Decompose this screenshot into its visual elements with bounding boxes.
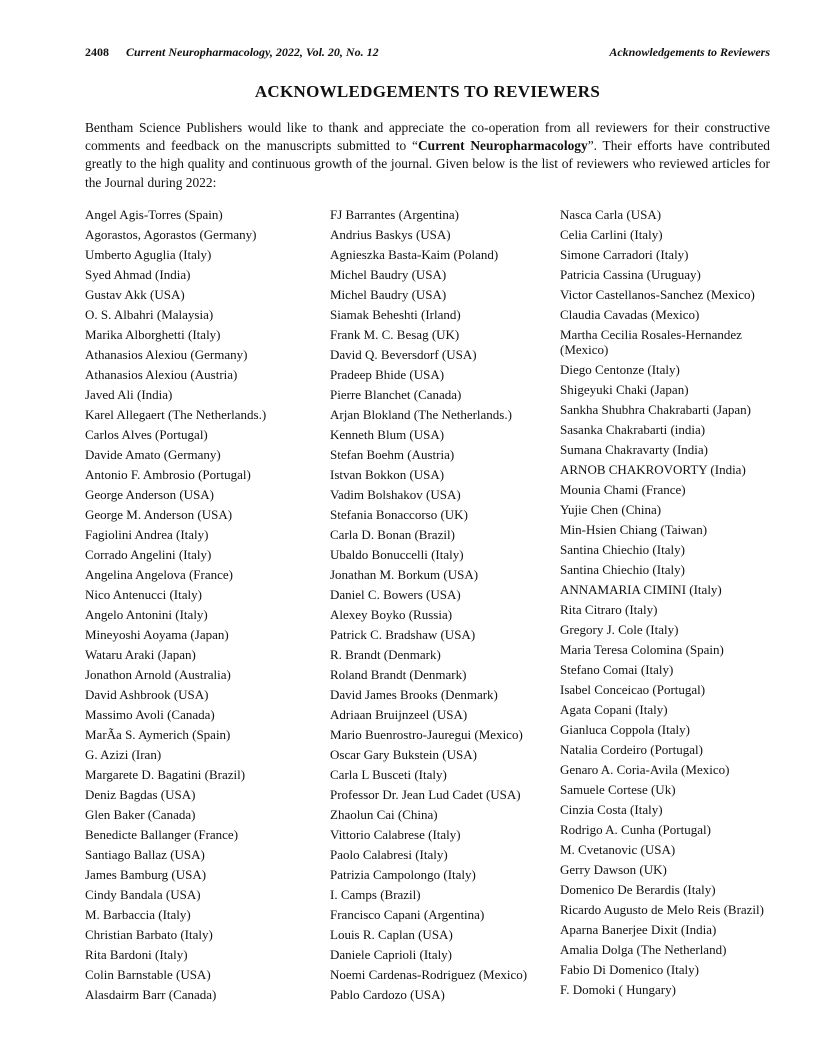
- reviewer-item: Christian Barbato (Italy): [85, 926, 213, 942]
- reviewer-item: Angel Agis-Torres (Spain): [85, 206, 223, 222]
- reviewer-item: Umberto Aguglia (Italy): [85, 246, 212, 262]
- reviewer-columns: [85, 207, 770, 1007]
- reviewer-item: O. S. Albahri (Malaysia): [85, 306, 214, 322]
- reviewer-item: Daniele Caprioli (Italy): [330, 946, 453, 962]
- reviewer-item: Ricardo Augusto de Melo Reis (Brazil): [560, 901, 764, 917]
- reviewer-item: Agata Copani (Italy): [560, 701, 668, 717]
- intro-paragraph: [85, 119, 770, 192]
- running-header: [85, 45, 770, 60]
- reviewer-item: M. Cvetanovic (USA): [560, 841, 676, 857]
- reviewer-item: Rita Citraro (Italy): [560, 601, 658, 617]
- reviewer-item: Fabio Di Domenico (Italy): [560, 961, 699, 977]
- reviewer-item: ANNAMARIA CIMINI (Italy): [560, 581, 722, 597]
- reviewer-item: Agnieszka Basta-Kaim (Poland): [330, 246, 499, 262]
- reviewer-column-3: [560, 207, 768, 1007]
- reviewer-item: Arjan Blokland (The Netherlands.): [330, 406, 512, 422]
- reviewer-item: Agorastos, Agorastos (Germany): [85, 226, 257, 242]
- reviewer-item: David Ashbrook (USA): [85, 686, 209, 702]
- reviewer-item: Corrado Angelini (Italy): [85, 546, 212, 562]
- reviewer-item: Roland Brandt (Denmark): [330, 666, 467, 682]
- reviewer-item: Patrick C. Bradshaw (USA): [330, 626, 476, 642]
- journal-info: Current Neuropharmacology, 2022, Vol. 20, No. 12: [126, 45, 379, 59]
- page-title: ACKNOWLEDGEMENTS TO REVIEWERS: [254, 82, 601, 101]
- reviewer-item: Louis R. Caplan (USA): [330, 926, 453, 942]
- reviewer-item: Santina Chiechio (Italy): [560, 561, 685, 577]
- reviewer-item: Santina Chiechio (Italy): [560, 541, 685, 557]
- reviewer-item: Sumana Chakravarty (India): [560, 441, 709, 457]
- reviewer-item: Kenneth Blum (USA): [330, 426, 445, 442]
- reviewer-item: Gustav Akk (USA): [85, 286, 185, 302]
- reviewer-item: Shigeyuki Chaki (Japan): [560, 381, 689, 397]
- reviewer-item: Colin Barnstable (USA): [85, 966, 211, 982]
- reviewer-item: Daniel C. Bowers (USA): [330, 586, 461, 602]
- reviewer-item: Stefan Boehm (Austria): [330, 446, 455, 462]
- reviewer-item: G. Azizi (Iran): [85, 746, 162, 762]
- reviewer-item: Adriaan Bruijnzeel (USA): [330, 706, 468, 722]
- reviewer-item: Alasdairm Barr (Canada): [85, 986, 217, 1002]
- reviewer-item: Carlos Alves (Portugal): [85, 426, 208, 442]
- reviewer-item: George M. Anderson (USA): [85, 506, 233, 522]
- reviewer-item: Jonathon Arnold (Australia): [85, 666, 231, 682]
- reviewer-item: Noemi Cardenas-Rodriguez (Mexico): [330, 966, 528, 982]
- reviewer-item: Diego Centonze (Italy): [560, 361, 680, 377]
- reviewer-item: Javed Ali (India): [85, 386, 173, 402]
- reviewer-item: Martha Cecilia Rosales-Hernandez (Mexico): [560, 326, 742, 357]
- reviewer-item: Jonathan M. Borkum (USA): [330, 566, 479, 582]
- reviewer-item: I. Camps (Brazil): [330, 886, 421, 902]
- reviewer-item: Mounia Chami (France): [560, 481, 686, 497]
- reviewer-item: Stefano Comai (Italy): [560, 661, 674, 677]
- reviewer-item: Alexey Boyko (Russia): [330, 606, 453, 622]
- reviewer-item: Patrizia Campolongo (Italy): [330, 866, 476, 882]
- reviewer-item: Antonio F. Ambrosio (Portugal): [85, 466, 251, 482]
- reviewer-item: Nico Antenucci (Italy): [85, 586, 202, 602]
- reviewer-item: Pierre Blanchet (Canada): [330, 386, 462, 402]
- reviewer-item: Benedicte Ballanger (France): [85, 826, 239, 842]
- reviewer-item: Mario Buenrostro-Jauregui (Mexico): [330, 726, 523, 742]
- reviewer-item: Oscar Gary Bukstein (USA): [330, 746, 477, 762]
- reviewer-item: Mineyoshi Aoyama (Japan): [85, 626, 229, 642]
- reviewer-item: Michel Baudry (USA): [330, 266, 447, 282]
- reviewer-item: Isabel Conceicao (Portugal): [560, 681, 706, 697]
- reviewer-item: Stefania Bonaccorso (UK): [330, 506, 468, 522]
- reviewer-item: Deniz Bagdas (USA): [85, 786, 196, 802]
- reviewer-item: Celia Carlini (Italy): [560, 226, 663, 242]
- reviewer-item: Domenico De Berardis (Italy): [560, 881, 716, 897]
- reviewer-item: FJ Barrantes (Argentina): [330, 206, 460, 222]
- reviewer-item: David James Brooks (Denmark): [330, 686, 498, 702]
- reviewer-item: Natalia Cordeiro (Portugal): [560, 741, 703, 757]
- reviewer-item: Ubaldo Bonuccelli (Italy): [330, 546, 464, 562]
- reviewer-item: Gerry Dawson (UK): [560, 861, 667, 877]
- reviewer-item: Zhaolun Cai (China): [330, 806, 438, 822]
- journal-name-bold: Current Neuropharmacology: [417, 138, 588, 154]
- reviewer-item: Cindy Bandala (USA): [85, 886, 201, 902]
- reviewer-item: Davide Amato (Germany): [85, 446, 221, 462]
- reviewer-item: Frank M. C. Besag (UK): [330, 326, 460, 342]
- reviewer-item: James Bamburg (USA): [85, 866, 207, 882]
- reviewer-item: Rita Bardoni (Italy): [85, 946, 188, 962]
- reviewer-item: Gregory J. Cole (Italy): [560, 621, 679, 637]
- reviewer-item: Carla L Busceti (Italy): [330, 766, 447, 782]
- reviewer-item: Professor Dr. Jean Lud Cadet (USA): [330, 786, 521, 802]
- reviewer-item: Cinzia Costa (Italy): [560, 801, 663, 817]
- reviewer-item: George Anderson (USA): [85, 486, 215, 502]
- page-number: 2408: [85, 45, 109, 59]
- reviewer-item: Santiago Ballaz (USA): [85, 846, 205, 862]
- reviewer-item: Francisco Capani (Argentina): [330, 906, 485, 922]
- reviewer-item: Nasca Carla (USA): [560, 206, 662, 222]
- reviewer-item: Patricia Cassina (Uruguay): [560, 266, 701, 282]
- reviewer-item: ARNOB CHAKROVORTY (India): [560, 461, 746, 477]
- running-title: Acknowledgements to Reviewers: [609, 45, 770, 59]
- reviewer-item: Vadim Bolshakov (USA): [330, 486, 461, 502]
- reviewer-item: Paolo Calabresi (Italy): [330, 846, 448, 862]
- reviewer-item: Gianluca Coppola (Italy): [560, 721, 690, 737]
- reviewer-item: Vittorio Calabrese (Italy): [330, 826, 461, 842]
- reviewer-item: Carla D. Bonan (Brazil): [330, 526, 455, 542]
- reviewer-item: Glen Baker (Canada): [85, 806, 196, 822]
- reviewer-item: Karel Allegaert (The Netherlands.): [85, 406, 267, 422]
- intro-text-1: Bentham Science Publishers would like to thank and appreciate the co-operation from all reviewers for their constructive comments and feedback on the manuscripts submitted to “: [85, 120, 770, 154]
- reviewer-item: Syed Ahmad (India): [85, 266, 191, 282]
- reviewer-item: Amalia Dolga (The Netherland): [560, 941, 727, 957]
- reviewer-item: Pablo Cardozo (USA): [330, 986, 445, 1002]
- intro-text-2: ”. Their efforts have contributed greatly to the high quality and continuous growth of the journal. Given below is the list of reviewers who reviewed articles for the Journal during 2022:: [85, 138, 771, 190]
- reviewer-item: Yujie Chen (China): [560, 501, 662, 517]
- reviewer-item: Michel Baudry (USA): [330, 286, 447, 302]
- reviewer-column-1: [85, 207, 330, 1007]
- reviewer-item: Min-Hsien Chiang (Taiwan): [560, 521, 708, 537]
- reviewer-item: Wataru Araki (Japan): [85, 646, 196, 662]
- reviewer-item: Athanasios Alexiou (Austria): [85, 366, 238, 382]
- header-left: [85, 45, 379, 60]
- reviewer-item: Athanasios Alexiou (Germany): [85, 346, 248, 362]
- reviewer-item: Victor Castellanos-Sanchez (Mexico): [560, 286, 755, 302]
- reviewer-item: Pradeep Bhide (USA): [330, 366, 445, 382]
- reviewer-item: Maria Teresa Colomina (Spain): [560, 641, 724, 657]
- reviewer-item: Andrius Baskys (USA): [330, 226, 451, 242]
- reviewer-item: Fagiolini Andrea (Italy): [85, 526, 209, 542]
- reviewer-item: Sankha Shubhra Chakrabarti (Japan): [560, 401, 751, 417]
- reviewer-item: Angelo Antonini (Italy): [85, 606, 208, 622]
- reviewer-item: Marika Alborghetti (Italy): [85, 326, 221, 342]
- reviewer-item: Claudia Cavadas (Mexico): [560, 306, 700, 322]
- reviewer-item: F. Domoki ( Hungary): [560, 981, 676, 997]
- reviewer-item: Genaro A. Coria-Avila (Mexico): [560, 761, 730, 777]
- reviewer-column-2: [330, 207, 560, 1007]
- reviewer-item: Siamak Beheshti (Irland): [330, 306, 461, 322]
- reviewer-item: Sasanka Chakrabarti (india): [560, 421, 706, 437]
- reviewer-item: M. Barbaccia (Italy): [85, 906, 191, 922]
- reviewer-item: MarÃa S. Aymerich (Spain): [85, 726, 231, 742]
- reviewer-item: Angelina Angelova (France): [85, 566, 234, 582]
- reviewer-item: Simone Carradori (Italy): [560, 246, 689, 262]
- reviewer-item: Aparna Banerjee Dixit (India): [560, 921, 717, 937]
- reviewer-item: Rodrigo A. Cunha (Portugal): [560, 821, 711, 837]
- reviewer-item: Istvan Bokkon (USA): [330, 466, 445, 482]
- reviewer-item: R. Brandt (Denmark): [330, 646, 441, 662]
- reviewer-item: Margarete D. Bagatini (Brazil): [85, 766, 246, 782]
- reviewer-item: David Q. Beversdorf (USA): [330, 346, 477, 362]
- reviewer-item: Samuele Cortese (Uk): [560, 781, 676, 797]
- reviewer-item: Massimo Avoli (Canada): [85, 706, 215, 722]
